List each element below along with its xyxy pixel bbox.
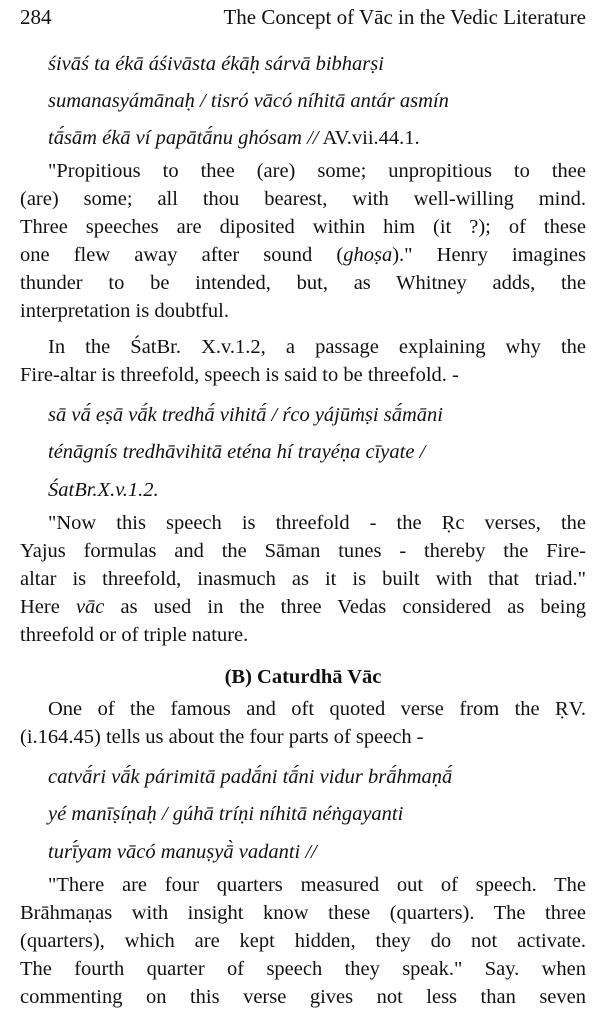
paragraph-line (20, 983, 586, 1011)
page-body (20, 46, 586, 1011)
verse-reference: AV.vii.44.1. (318, 127, 420, 149)
line-text: śivāś ta ékā áśivāsta ékāḥ sárvā bibharṣi (48, 53, 384, 75)
paragraph-line (20, 955, 586, 983)
paragraph-line (20, 509, 586, 537)
paragraph-line (20, 241, 586, 269)
paragraph-line (20, 565, 586, 593)
verse-line (20, 833, 586, 871)
paragraph-line (20, 269, 586, 297)
verse-line (20, 120, 586, 157)
line-text: Here (20, 596, 76, 618)
line-text: ténāgnís tredhāvihitā eténa hí trayéṇa cīyate / (48, 441, 426, 463)
paragraph-line (20, 537, 586, 565)
verse-line (20, 796, 586, 833)
section-heading (20, 659, 586, 695)
line-text: catvā́ri vā́k párimitā padā́ni tā́ni vidur brā́hmaṇā́ (48, 766, 453, 788)
verse-line (20, 83, 586, 120)
line-text: yé manīṣíṇaḥ / gúhā tríṇi níhitā néṅgayanti (48, 803, 404, 825)
line-text: "There are four quarters measured out of speech. The (48, 874, 586, 896)
line-text-continued: as used in the three Vedas considered as being (104, 596, 586, 618)
paragraph-line (20, 157, 586, 185)
line-text: Yajus formulas and the Sāman tunes - thereby the Fire- (20, 540, 586, 562)
paragraph-line (20, 593, 586, 621)
line-text: Fire-altar is threefold, speech is said to be threefold. - (20, 364, 459, 386)
line-text: In the ŚatBr. X.v.1.2, a passage explaining why the (48, 336, 586, 358)
verse-line (20, 397, 586, 434)
italic-term: ghoṣa (343, 244, 393, 266)
line-text: altar is threefold, inasmuch as it is built with that triad." (20, 568, 586, 590)
line-text: turī́yam vācó manuṣyā̀ vadanti // (48, 841, 317, 863)
page-number: 284 (20, 5, 52, 29)
line-text: "Propitious to thee (are) some; unpropitious to thee (48, 160, 586, 182)
line-text: ŚatBr.X.v.1.2. (48, 479, 159, 501)
paragraph-line (20, 297, 586, 333)
line-text: (quarters), which are kept hidden, they do not activate. (20, 930, 586, 952)
line-text: (i.164.45) tells us about the four parts of speech - (20, 726, 424, 748)
line-text: one flew away after sound ( (20, 244, 344, 266)
italic-term: vāc (75, 596, 105, 618)
line-text: "Now this speech is threefold - the Ṛc verses, the (48, 512, 586, 534)
line-text: (B) Caturdhā Vāc (224, 666, 382, 688)
running-title: The Concept of Vāc in the Vedic Literature (223, 5, 586, 29)
verse-line (20, 471, 586, 509)
line-text: threefold or of triple nature. (20, 624, 249, 646)
paragraph-line (20, 723, 586, 759)
line-text: Three speeches are diposited within him (it ?); of these (20, 216, 586, 238)
paragraph-line (20, 871, 586, 899)
verse-line (20, 759, 586, 796)
paragraph-line (20, 927, 586, 955)
paragraph-line (20, 621, 586, 659)
paragraph-line (20, 185, 586, 213)
line-text: thunder to be intended, but, as Whitney adds, the (20, 272, 586, 294)
paragraph-line (20, 899, 586, 927)
line-text: sā vā́ eṣā vā́k tredhā́ vihitā́ / ŕco yájūṁṣi sā́māni (48, 404, 443, 426)
paragraph-line (20, 213, 586, 241)
line-text: interpretation is doubtful. (20, 300, 229, 322)
line-text: tā́sām ékā ví papātā́nu ghósam // (48, 127, 319, 149)
line-text: Brāhmaṇas with insight know these (quarters). The three (20, 902, 586, 924)
verse-line (20, 46, 586, 83)
line-text-continued: )." Henry imagines (392, 244, 586, 266)
verse-line (20, 434, 586, 471)
line-text: The fourth quarter of speech they speak." Say. when (20, 958, 586, 980)
page-header (20, 2, 586, 32)
paragraph-line (20, 333, 586, 361)
line-text: One of the famous and oft quoted verse from the ṚV. (48, 698, 586, 720)
line-text: (are) some; all thou bearest, with well-willing mind. (20, 188, 586, 210)
line-text: sumanasyámānaḥ / tisró vācó níhitā antár asmín (48, 90, 449, 112)
paragraph-line (20, 361, 586, 397)
paragraph-line (20, 695, 586, 723)
line-text: commenting on this verse gives not less than seven (20, 986, 586, 1008)
